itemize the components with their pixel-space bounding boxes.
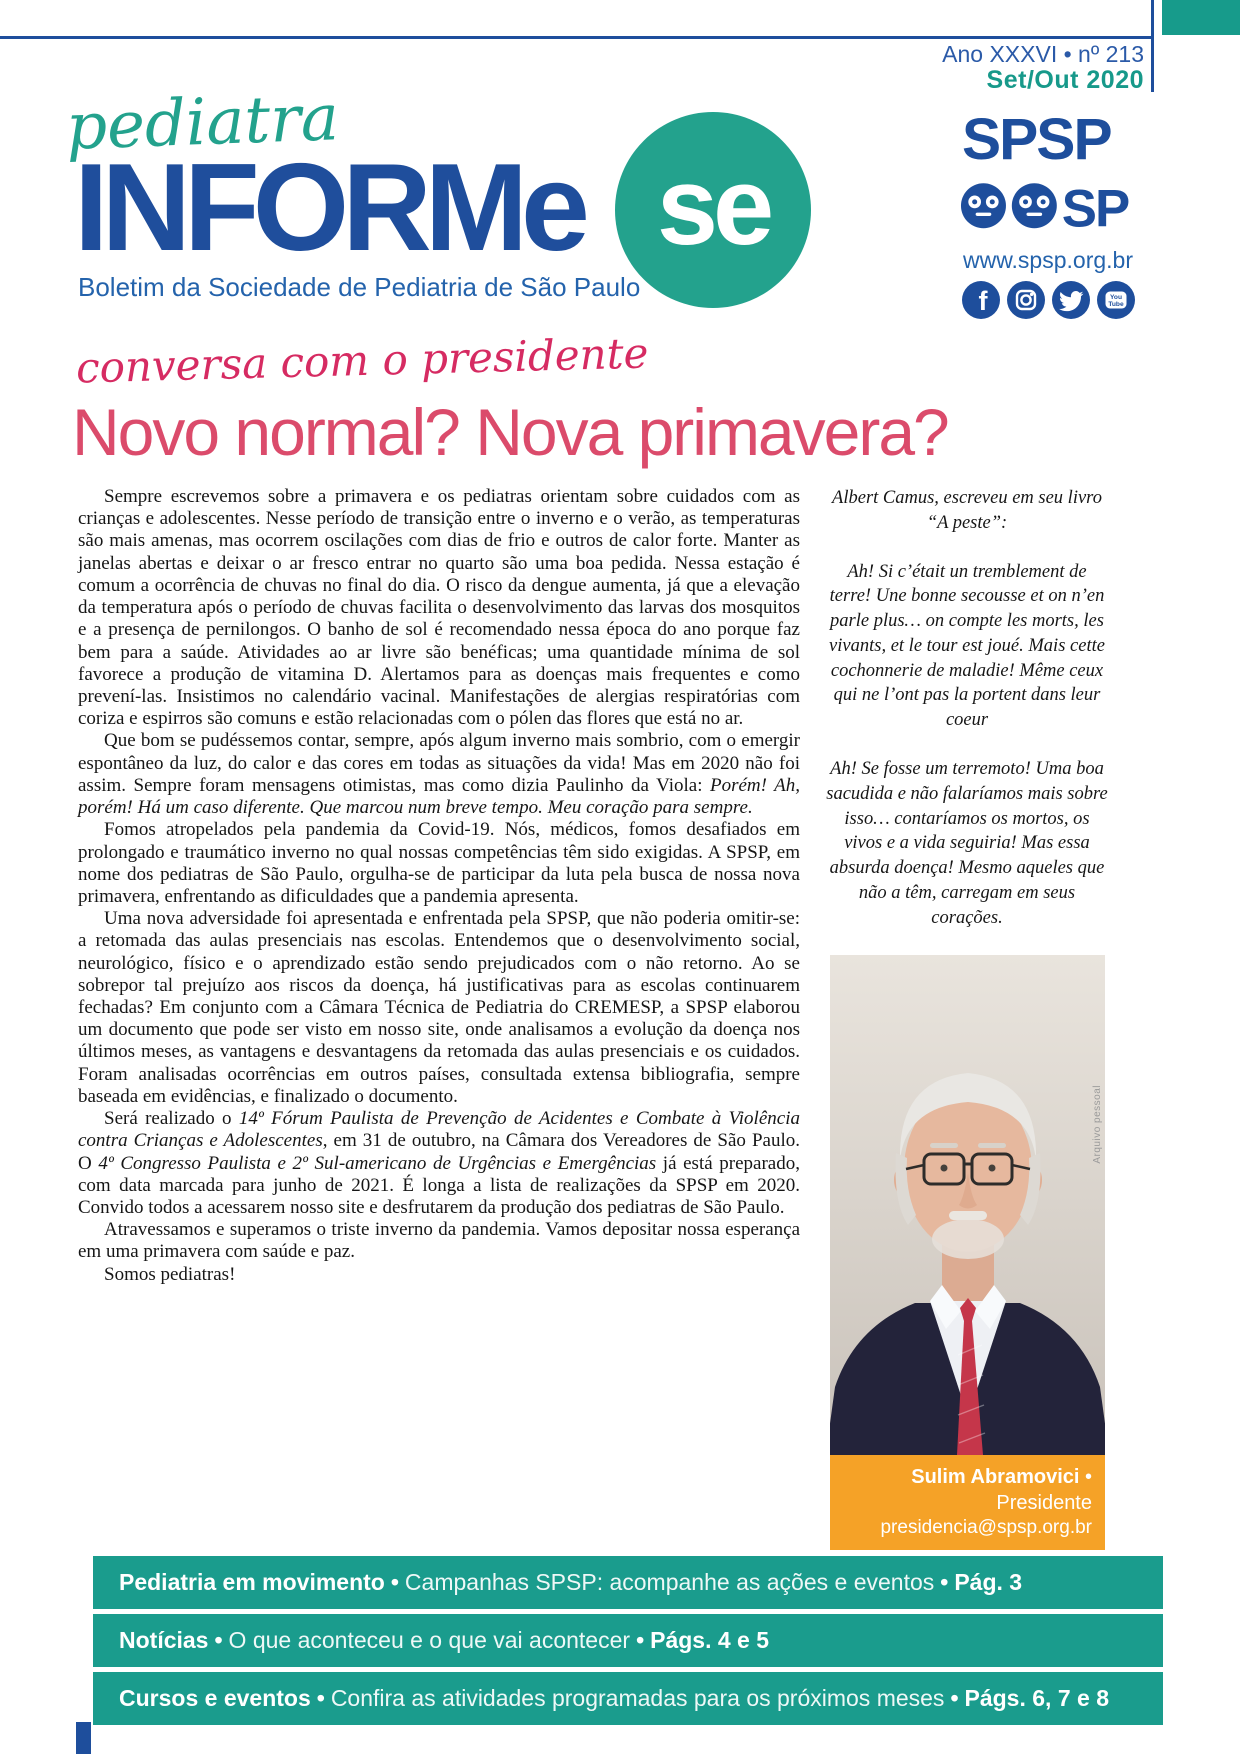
president-portrait-image — [830, 955, 1105, 1455]
toc-bar-2[interactable] — [93, 1614, 1163, 1667]
article-paragraph: Sempre escrevemos sobre a primavera e os pediatras orientam sobre cuidados com as crianças e adolescentes. Nesse período de transição entre o inverno e o verão, as temperaturas são mais amenas, mas ocorrem oscilações com dias de frio e outros de calor forte. Manter as janelas abertas e deixar o ar fresco entrar no quarto são uma boa pedida. Nessa estação é comum a ocorrência de chuvas no final do dia. O risco da dengue aumenta, já que a elevação da temperatura após o período de chuvas facilita o desenvolvimento das larvas dos mosquitos e a presença de pernilongos. O banho de sol é recomendado nessa época do ano porque faz bem para a saúde. Atividades ao ar livre são benéficas; uma quantidade mínima de sol favorece a produção de vitamina D. Alertamos para as doenças mais frequentes e como prevení-las. Insistimos no calendário vacinal. Manifestações de alergias respiratórias com coriza e espirros são comuns e estão relacionadas com o pólen das flores que está no ar. — [78, 486, 800, 730]
right-column — [826, 486, 1108, 1550]
toc-sep: • — [390, 1569, 399, 1595]
toc-label: Notícias — [119, 1627, 209, 1653]
quote-body — [826, 560, 1108, 931]
svg-text:f: f — [978, 286, 987, 316]
article-paragraph: Será realizado o 14º Fórum Paulista de Prevenção de Acidentes e Combate à Violência contra Crianças e Adolescentes, em 31 de outubro, na Câmara dos Vereadores de São Paulo. O 4º Congresso Paulista e 2º Sul-americano de Urgências e Emergências já está preparado, com data marcada para junho de 2021. É longa a lista de realizações da SPSP em 2020. Convido todos a acessarem nosso site e desfrutarem da produção dos pediatras de São Paulo. — [78, 1108, 800, 1218]
masthead-tagline: Boletim da Sociedade de Pediatria de São Paulo — [78, 272, 641, 302]
issue-number: Ano XXXVI • nº 213 — [942, 41, 1144, 67]
article-paragraph: Somos pediatras! — [104, 1263, 236, 1285]
caption-separator: • — [1079, 1465, 1092, 1488]
svg-text:Tube: Tube — [1107, 301, 1124, 308]
masthead-script-word: pediatra — [64, 81, 341, 165]
svg-text:You: You — [1109, 294, 1122, 301]
toc-sep: • — [940, 1569, 949, 1595]
photo-credit: Arquivo pessoal — [1092, 1084, 1103, 1164]
toc-page: Págs. 6, 7 e 8 — [964, 1685, 1109, 1711]
toc-page: Pág. 3 — [954, 1569, 1023, 1595]
article-title: Novo normal? Nova primavera? — [72, 395, 948, 469]
toc-sep: • — [316, 1685, 325, 1711]
top-rule — [0, 36, 1152, 39]
spsp-logo-row1: SPSP — [961, 108, 1111, 172]
social-icons-row — [930, 281, 1166, 319]
toc-label: Pediatria em movimento — [119, 1569, 385, 1595]
bottom-corner-strip — [76, 1722, 91, 1754]
article-paragraph: Fomos atropelados pela pandemia da Covid-19. Nós, médicos, fomos desafiados em prolongado e traumático inverno no qual nossas competências têm sido exigidas. A SPSP, em nome dos pediatras de São Paulo, orgulha-se de participar da luta pela busca de nossa nova primavera, enfrentando as dificuldades que a pandemia apresenta. — [78, 819, 800, 907]
quote-intro: Albert Camus, escreveu em seu livro “A peste”: — [832, 488, 1102, 533]
quote-paragraph: Ah! Si c’était un tremblement de terre! Une bonne secousse et on n’en parle plus… on compte les morts, les vivants, et le tour est joué. Mais cette cochonnerie de maladie! Même ceux qui ne l’ont pas la portent dans leur coeur — [829, 561, 1105, 731]
issue-info — [942, 42, 1144, 94]
toc-sep: • — [214, 1627, 223, 1653]
article-columns — [78, 486, 1108, 1550]
president-email[interactable]: presidencia@spsp.org.br — [880, 1516, 1092, 1538]
top-vertical-rule — [1151, 0, 1154, 92]
masthead-logo-tail: se — [656, 144, 770, 268]
toc-desc: O que aconteceu e o que vai acontecer — [228, 1627, 631, 1653]
article-paragraph: Uma nova adversidade foi apresentada e enfrentada pela SPSP, que não poderia omitir-se: a retomada das aulas presenciais nas escolas. Entendemos que o desenvolvimento social, neurológico, físico e o aprendizado estão sendo prejudicados com o não retorno. Ao se sobrepor tal prejuízo aos riscos da doença, há justificativas para as escolas continuarem fechadas? Em conjunto com a Câmara Técnica de Pediatria do CREMESP, a SPSP elaborou um documento que pode ser visto em nosso site, onde analisamos a evolução da doença nos últimos meses, as vantagens e desvantagens da retomada das aulas presenciais e os cuidados. Foram analisadas ocorrências em outros países, consultada extensa bibliografia, sempre baseada em evidências, e finalizado o documento. — [78, 908, 800, 1107]
spsp-block — [930, 108, 1166, 319]
toc-sep: • — [950, 1685, 959, 1711]
footer-bars — [93, 1556, 1163, 1730]
toc-page: Págs. 4 e 5 — [650, 1627, 770, 1653]
top-corner-box — [1162, 0, 1240, 35]
photo-caption — [830, 1455, 1105, 1551]
president-name: Sulim Abramovici — [911, 1465, 1080, 1488]
youtube-icon[interactable] — [1097, 281, 1135, 319]
toc-bar-1[interactable] — [93, 1556, 1163, 1609]
toc-sep: • — [636, 1627, 645, 1653]
facebook-icon[interactable] — [962, 281, 1000, 319]
spsp-logo-row2: SP — [1061, 179, 1129, 239]
spsp-logo — [960, 108, 1136, 240]
president-photo — [830, 955, 1105, 1455]
toc-desc: Campanhas SPSP: acompanhe as ações e eventos — [404, 1569, 935, 1595]
spsp-logo-face-2 — [1012, 183, 1057, 228]
section-kicker: conversa com o presidente — [75, 328, 649, 393]
instagram-icon[interactable] — [1007, 281, 1045, 319]
spsp-logo-face-1 — [961, 183, 1006, 228]
article-body — [78, 486, 800, 1550]
president-role: Presidente — [996, 1491, 1092, 1514]
article-paragraph: Atravessamos e superamos o triste inverno da pandemia. Vamos depositar nossa esperança em uma primavera com saúde e paz. — [78, 1219, 800, 1263]
masthead-logo-circle — [615, 112, 811, 308]
camus-quote — [826, 486, 1108, 931]
toc-label: Cursos e eventos — [119, 1685, 311, 1711]
twitter-icon[interactable] — [1052, 281, 1090, 319]
toc-desc: Confira as atividades programadas para os próximos meses — [330, 1685, 945, 1711]
article-paragraph: Que bom se pudéssemos contar, sempre, após algum inverno mais sombrio, com o emergir espontâneo da luz, do calor e das cores em todas as situações da vida! Mas em 2020 não foi assim. Sempre foram mensagens otimistas, mas como dizia Paulinho da Viola: Porém! Ah, porém! Há um caso diferente. Que marcou num breve tempo. Meu coração para sempre. — [78, 730, 801, 819]
masthead-logo-text: INFORMe — [74, 139, 583, 277]
quote-paragraph: Ah! Se fosse um terremoto! Uma boa sacudida e não falaríamos mais sobre isso… contaríamos os mortos, os vivos e a vida seguiria! Mas essa absurda doença! Mesmo aqueles que não a têm, carregam em seus corações. — [826, 759, 1108, 928]
issue-date: Set/Out 2020 — [986, 65, 1144, 94]
website-link[interactable]: www.spsp.org.br — [962, 247, 1133, 273]
toc-bar-3[interactable] — [93, 1672, 1163, 1725]
